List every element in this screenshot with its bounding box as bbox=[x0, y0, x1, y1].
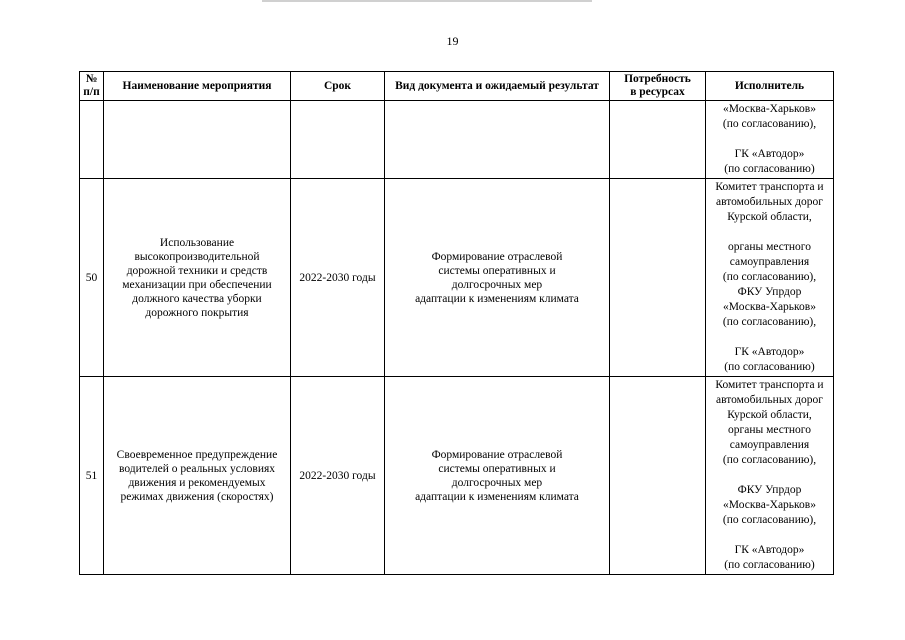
cell-term bbox=[291, 101, 385, 179]
page-number: 19 bbox=[446, 34, 459, 48]
cell-name bbox=[104, 101, 291, 179]
header-executor: Исполнитель bbox=[706, 72, 834, 101]
cell-resources bbox=[610, 101, 706, 179]
cell-executor: Комитет транспорта и автомобильных дорог Курской области, органы местного самоуправления (по согласованию), ФКУ Упрдор «Москва-Харьков» (по согласованию), ГК «Автодор» (по согласованию) bbox=[706, 377, 834, 575]
table-row bbox=[80, 377, 834, 575]
header-no: № п/п bbox=[80, 72, 104, 101]
cell-name: Своевременное предупреждение водителей о реальных условиях движения и рекомендуемых режимах движения (скоростях) bbox=[104, 377, 291, 575]
header-resources: Потребность в ресурсах bbox=[610, 72, 706, 101]
header-name: Наименование мероприятия bbox=[104, 72, 291, 101]
scan-top-edge bbox=[262, 0, 592, 2]
table-header-row bbox=[80, 72, 834, 101]
cell-doc bbox=[385, 101, 610, 179]
table-row bbox=[80, 101, 834, 179]
cell-term: 2022-2030 годы bbox=[291, 377, 385, 575]
cell-executor: Комитет транспорта и автомобильных дорог Курской области, органы местного самоуправления (по согласованию), ФКУ Упрдор «Москва-Харьков» (по согласованию), ГК «Автодор» (по согласованию) bbox=[706, 179, 834, 377]
cell-no bbox=[80, 101, 104, 179]
cell-resources bbox=[610, 179, 706, 377]
table-row bbox=[80, 179, 834, 377]
cell-resources bbox=[610, 377, 706, 575]
cell-name: Использование высокопроизводительной дорожной техники и средств механизации при обеспечении должного качества уборки дорожного покрытия bbox=[104, 179, 291, 377]
cell-no: 50 bbox=[80, 179, 104, 377]
cell-doc: Формирование отраслевой системы оперативных и долгосрочных мер адаптации к изменениям климата bbox=[385, 179, 610, 377]
header-term: Срок bbox=[291, 72, 385, 101]
cell-term: 2022-2030 годы bbox=[291, 179, 385, 377]
header-doc: Вид документа и ожидаемый результат bbox=[385, 72, 610, 101]
cell-doc: Формирование отраслевой системы оперативных и долгосрочных мер адаптации к изменениям климата bbox=[385, 377, 610, 575]
cell-no: 51 bbox=[80, 377, 104, 575]
cell-executor: «Москва-Харьков» (по согласованию), ГК «Автодор» (по согласованию) bbox=[706, 101, 834, 179]
measures-table bbox=[79, 71, 834, 575]
